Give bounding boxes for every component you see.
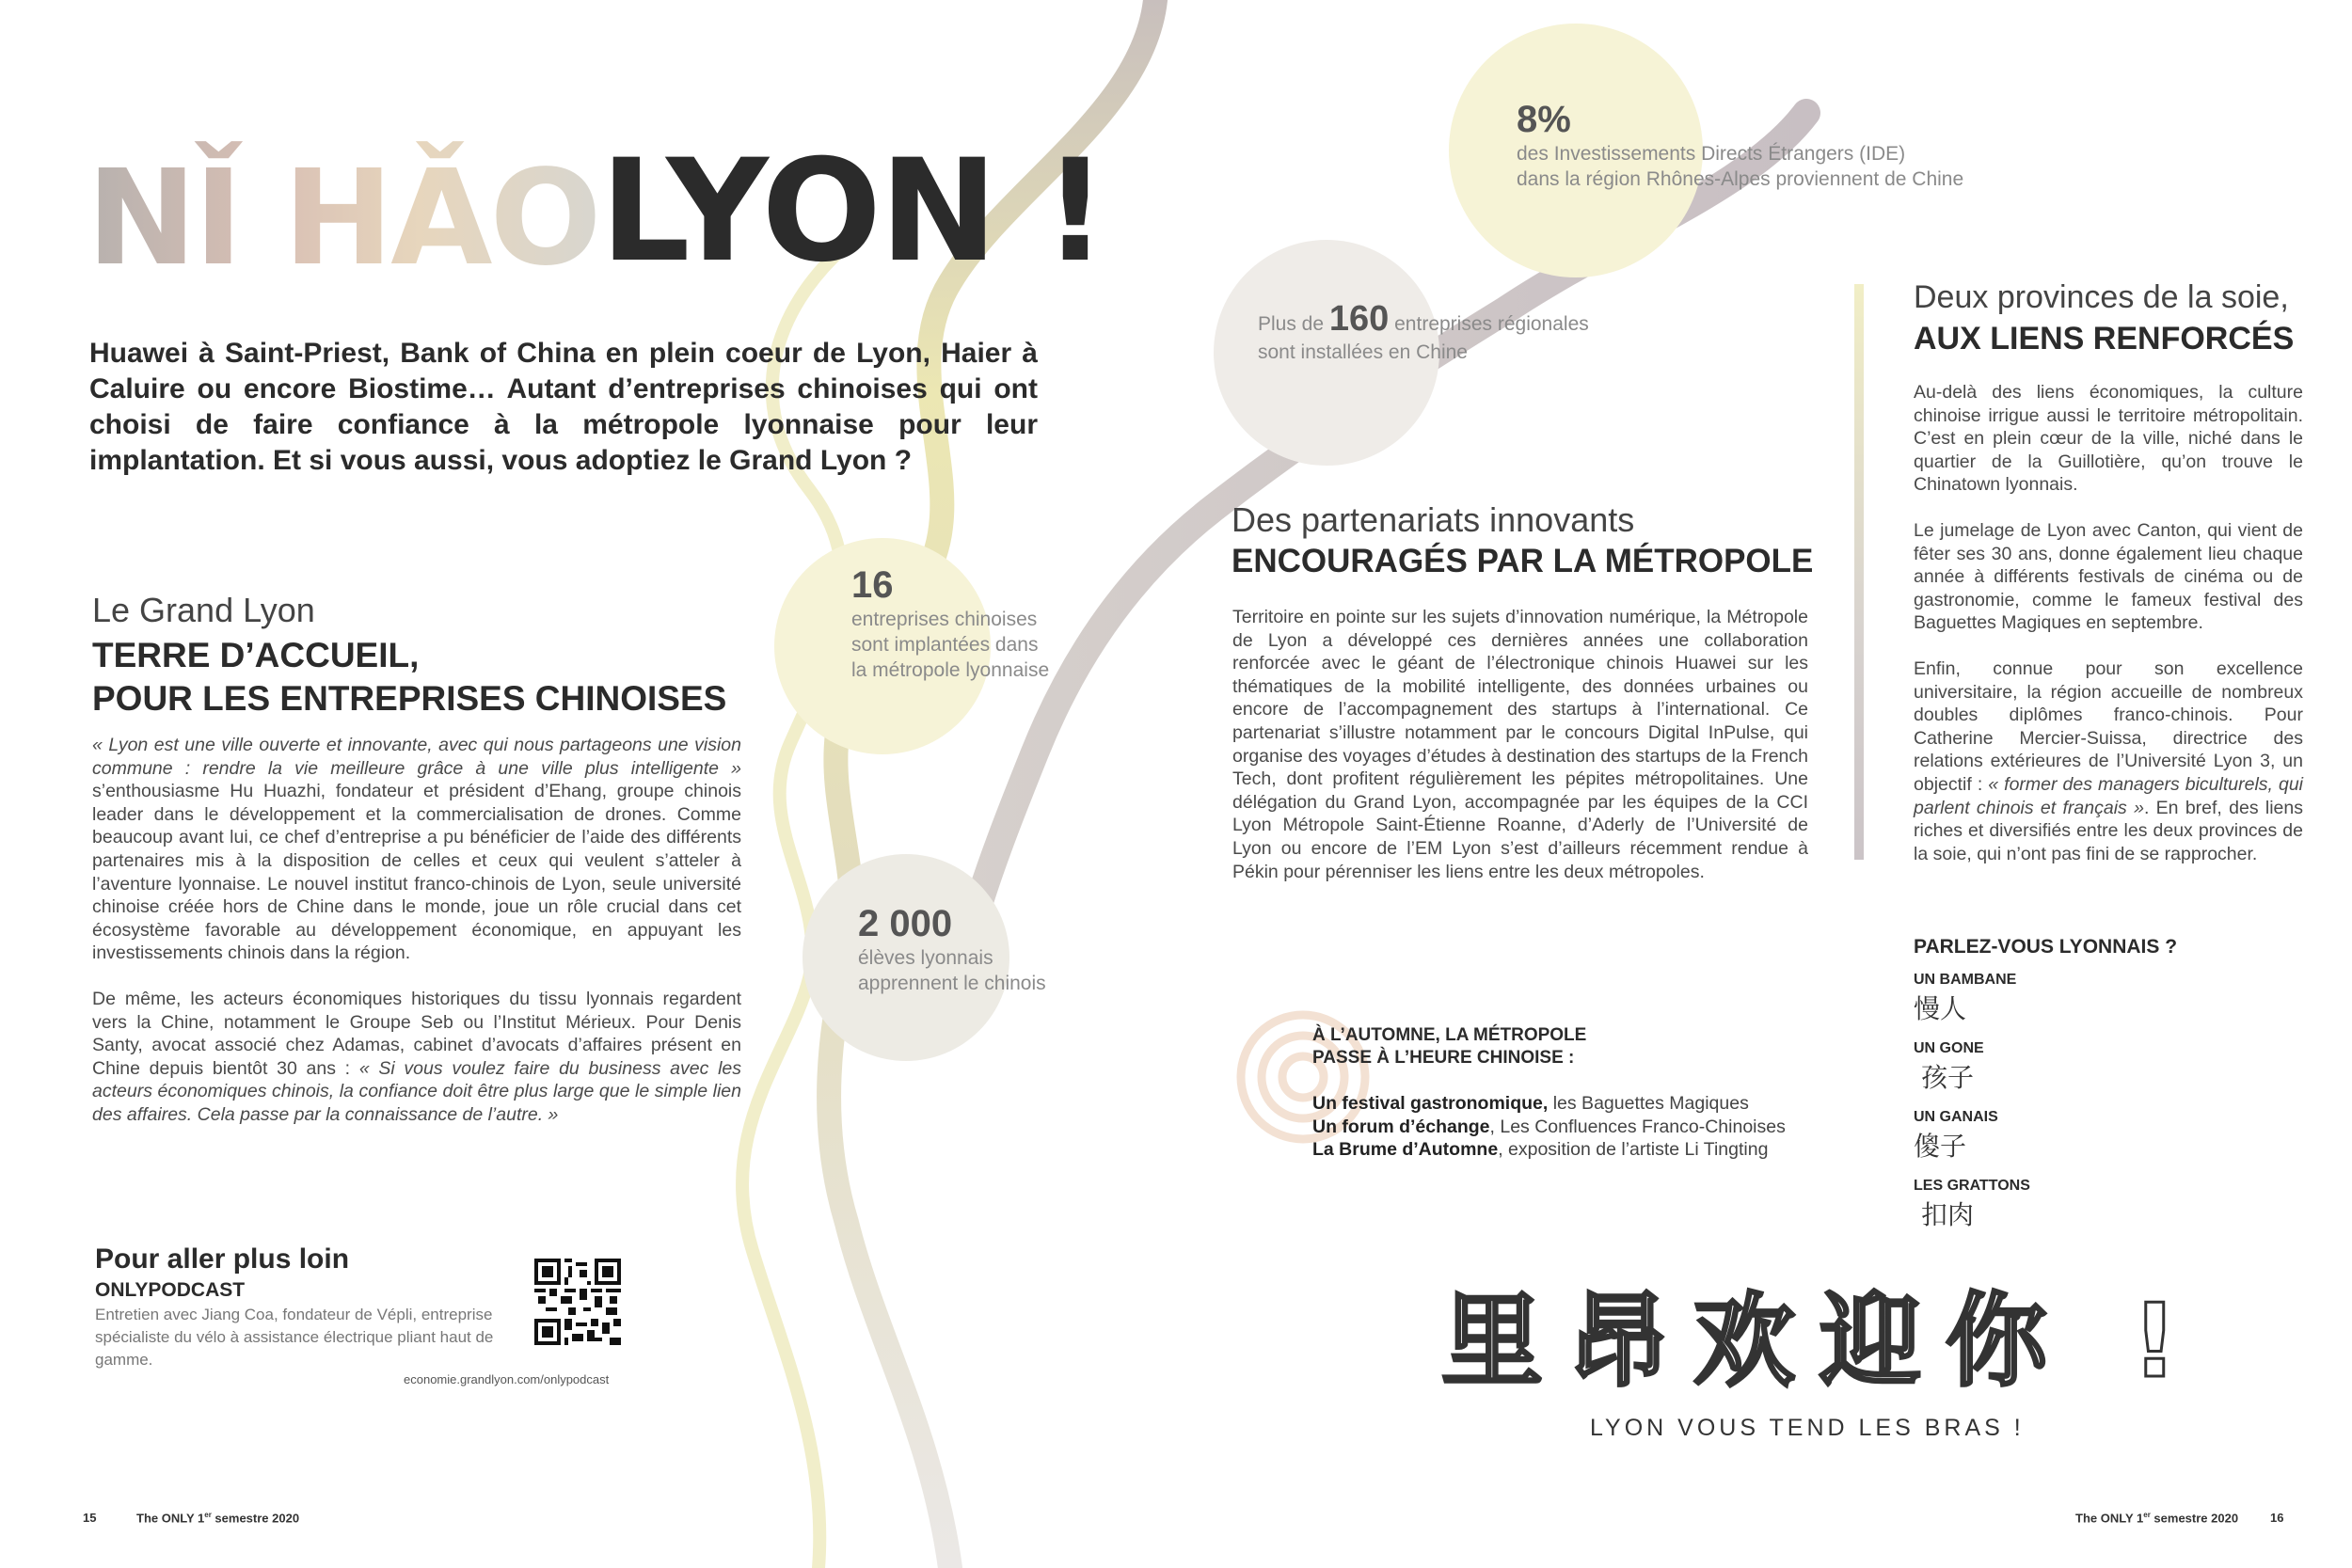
- left-section-heading: [92, 634, 726, 721]
- lyonnais-list: [1914, 972, 2030, 1246]
- autumn-item-bold: Un forum d’échange: [1312, 1116, 1490, 1137]
- autumn-item-rest: , Les Confluences Franco-Chinoises: [1489, 1116, 1786, 1137]
- podcast-sub: ONLYPODCAST: [95, 1279, 246, 1301]
- lyonnais-term-cn: 孩子: [1921, 1062, 1975, 1093]
- right-paragraph-1: Au-delà des liens économiques, la culture chinoise irrigue aussi le territoire métropolitain. C’est en plein cœur de la ville, niché dans le quartier de la Guillotière, qu’on trouve le Chinatown lyonnais.: [1914, 382, 2303, 496]
- footer-left-mag: The ONLY 1: [136, 1511, 205, 1526]
- stat-160-value: 160: [1328, 299, 1390, 339]
- podcast-text: Entretien avec Jiang Coa, fondateur de Vépli, entreprise spécialiste du vélo à assistance électrique pliant haut de gamme.: [95, 1306, 494, 1369]
- footer-left-rest: semestre 2020: [211, 1511, 300, 1526]
- autumn-item-rest: , exposition de l’artiste Li Tingting: [1498, 1139, 1769, 1160]
- left-heading-line2: POUR LES ENTREPRISES CHINOISES: [92, 679, 727, 718]
- lyonnais-term: [1914, 972, 2030, 1040]
- lyonnais-term: [1914, 1109, 2030, 1178]
- stat-16-value: 16: [851, 564, 894, 606]
- autumn-item-bold: La Brume d’Automne: [1312, 1139, 1499, 1160]
- right-p3-end: . En bref, des liens riches et diversifiés entre les deux provinces de la soie, qui n’ont pas fini de se rapprocher.: [1914, 797, 2303, 864]
- footer-right-page-number: 16: [2270, 1511, 2284, 1525]
- quote-catherine: « former des managers biculturels, qui parlent chinois et français »: [1914, 773, 2304, 818]
- footer-right-magazine: [2075, 1511, 2238, 1525]
- left-section-kicker: Le Grand Lyon: [92, 591, 315, 629]
- right-p3-start: Enfin, connue pour son excellence universitaire, la région accueille de nombreux doubles diplômes franco-chinois. Pour Catherine Mercier-Suissa, directrice des relations extérieures de l’Université Lyon 3, un objectif :: [1914, 657, 2303, 795]
- stat-16-line1: entreprises chinoises: [851, 609, 1038, 630]
- autumn-item-bold: Un festival gastronomique,: [1312, 1093, 1549, 1114]
- left-p2-text: De même, les acteurs économiques historiques du tissu lyonnais regardent vers la Chine, notamment le Groupe Seb ou l’Institut Mérieux. Pour Denis Santy, avocat associé chez Adamas, cabinet d’avocats d’affaires présent en Chine depuis bientôt 30 ans :: [92, 988, 741, 1079]
- right-section-kicker: Deux provinces de la soie,: [1914, 279, 2289, 315]
- lyonnais-term-fr: UN GANAIS: [1914, 1109, 1998, 1125]
- quote-hu-huazhi: « Lyon est une ville ouverte et innovante, avec qui nous partageons une vision commune : rendre la vie meilleure grâce à une ville plus intelligente »: [92, 735, 741, 779]
- stat-160-text1: entreprises régionales: [1389, 313, 1589, 335]
- stat-2000-line1: élèves lyonnais: [858, 947, 993, 969]
- lyonnais-term-fr: UN BAMBANE: [1914, 972, 2017, 988]
- welcome-french: LYON VOUS TEND LES BRAS !: [1590, 1415, 2025, 1441]
- stat-8-line1: des Investissements Directs Étrangers (IDE): [1517, 143, 1906, 165]
- stat-160-prefix: Plus de: [1258, 313, 1329, 335]
- intro-paragraph: Huawei à Saint-Priest, Bank of China en plein coeur de Lyon, Haier à Caluire ou encore Biostime… Autant d’entreprises chinoises qui ont choisi de faire confiance à la métropole lyonnaise pour leur implantation. Et si vous aussi, vous adoptiez le Grand Lyon ?: [89, 338, 1038, 476]
- autumn-item: [1312, 1092, 1786, 1116]
- left-section-body: [92, 734, 741, 1149]
- lyonnais-heading: PARLEZ-VOUS LYONNAIS ?: [1914, 936, 2178, 958]
- stat-16: [851, 564, 1049, 683]
- podcast-heading: Pour aller plus loin: [95, 1243, 350, 1275]
- right-section-heading: AUX LIENS RENFORCÉS: [1914, 321, 2295, 356]
- stat-8-line2: dans la région Rhônes-Alpes proviennent de Chine: [1517, 168, 1964, 190]
- lyonnais-term-cn: 傻子: [1914, 1131, 1967, 1162]
- stat-2000: [858, 903, 1046, 996]
- right-section-body: [1914, 381, 2303, 888]
- footer-right-sup: er: [2143, 1511, 2151, 1519]
- autumn-heading-line1: À L’AUTOMNE, LA MÉTROPOLE: [1312, 1025, 1587, 1045]
- autumn-item-rest: les Baguettes Magiques: [1548, 1093, 1749, 1114]
- right-paragraph-3: [1914, 657, 2303, 865]
- autumn-item: [1312, 1116, 1786, 1139]
- stat-2000-value: 2 000: [858, 903, 953, 944]
- stat-16-line2: sont implantées dans: [851, 634, 1039, 656]
- stat-160: [1258, 299, 1589, 365]
- footer-left-magazine: [136, 1511, 299, 1525]
- lyonnais-term-cn: 慢人: [1914, 993, 1967, 1024]
- stat-160-line1: [1258, 299, 1589, 340]
- title-lyon: LYON !: [600, 130, 1106, 293]
- quote-denis-santy: « Si vous voulez faire du business avec les acteurs économiques chinois, la confiance doit être plus large que le simple lien des affaires. Cela passe par la connaissance de l’autre. »: [92, 1057, 741, 1125]
- footer-right-rest: semestre 2020: [2150, 1511, 2239, 1526]
- middle-section-heading: ENCOURAGÉS PAR LA MÉTROPOLE: [1232, 543, 1814, 579]
- stat-8-value: 8%: [1517, 99, 1571, 140]
- left-paragraph-1: [92, 734, 741, 965]
- footer-left-page-number: 15: [83, 1511, 97, 1525]
- autumn-heading-line2: PASSE À L’HEURE CHINOISE :: [1312, 1048, 1575, 1068]
- autumn-item: [1312, 1138, 1786, 1162]
- lyonnais-term: [1914, 1178, 2030, 1246]
- lyonnais-term-fr: LES GRATTONS: [1914, 1178, 2030, 1194]
- right-accent-bar: [1854, 284, 1864, 860]
- stat-16-line3: la métropole lyonnaise: [851, 659, 1050, 681]
- left-paragraph-2: [92, 988, 741, 1127]
- middle-section-kicker: Des partenariats innovants: [1232, 500, 1635, 539]
- stat-2000-line2: apprennent le chinois: [858, 973, 1046, 994]
- lyonnais-term-cn: 扣肉: [1921, 1199, 1975, 1230]
- lyonnais-term-fr: UN GONE: [1914, 1040, 1984, 1056]
- left-heading-line1: TERRE D’ACCUEIL,: [92, 636, 420, 674]
- title-ni-hao: NǏ HǍO: [87, 139, 599, 299]
- right-paragraph-2: Le jumelage de Lyon avec Canton, qui vient de fêter ses 30 ans, donne également lieu chaque année à différents festivals de cinéma ou de gastronomie, comme le fameux festival des Baguettes Magiques en septembre.: [1914, 519, 2303, 634]
- footer-right-mag: The ONLY 1: [2075, 1511, 2144, 1526]
- lyonnais-term: [1914, 1040, 2030, 1109]
- stat-8: [1517, 99, 1963, 192]
- welcome-chinese: 里昂欢迎你 !: [1441, 1283, 2202, 1401]
- footer-left-sup: er: [204, 1511, 212, 1519]
- qr-code-icon[interactable]: [534, 1259, 621, 1345]
- left-p1-text: s’enthousiasme Hu Huazhi, fondateur et président d’Ehang, groupe chinois leader dans le développement et la commercialisation de drones. Comme beaucoup avant lui, ce chef d’entreprise a pu bénéficier de l’aide des différents partenaires mis à la disposition de celles et ceux qui veulent s’atteler à l’aventure lyonnaise. Le nouvel institut franco-chinois de Lyon, seule université chinoise créée hors de Chine dans le monde, joue un rôle crucial dans cet écosystème favorable au développement économique, en appuyant les investissements chinois dans la région.: [92, 781, 741, 964]
- stat-160-line2: sont installées en Chine: [1258, 341, 1468, 363]
- autumn-box: [1312, 1024, 1786, 1162]
- middle-section-body: Territoire en pointe sur les sujets d’innovation numérique, la Métropole de Lyon a développé ces dernières années une collaboration renforcée avec le géant de l’électronique chinois Huawei sur les thématiques de la mobilité intelligente, des données urbaines ou encore de l’accompagnement des startups à l’international. Ce partenariat s’illustre notamment par le concours Digital InPulse, qui organise des voyages d’études à destination des startups de la French Tech, dont profitent régulièrement les pépites métropolitaines. Une délégation du Grand Lyon, accompagnée par les équipes de la CCI Lyon Métropole Saint-Étienne Roanne, d’Aderly de l’Université de Lyon ou encore de l’EM Lyon s’est d’ailleurs récemment rendue à Pékin pour pérenniser les liens entre les deux métropoles.: [1232, 607, 1808, 882]
- podcast-url[interactable]: economie.grandlyon.com/onlypodcast: [404, 1372, 610, 1386]
